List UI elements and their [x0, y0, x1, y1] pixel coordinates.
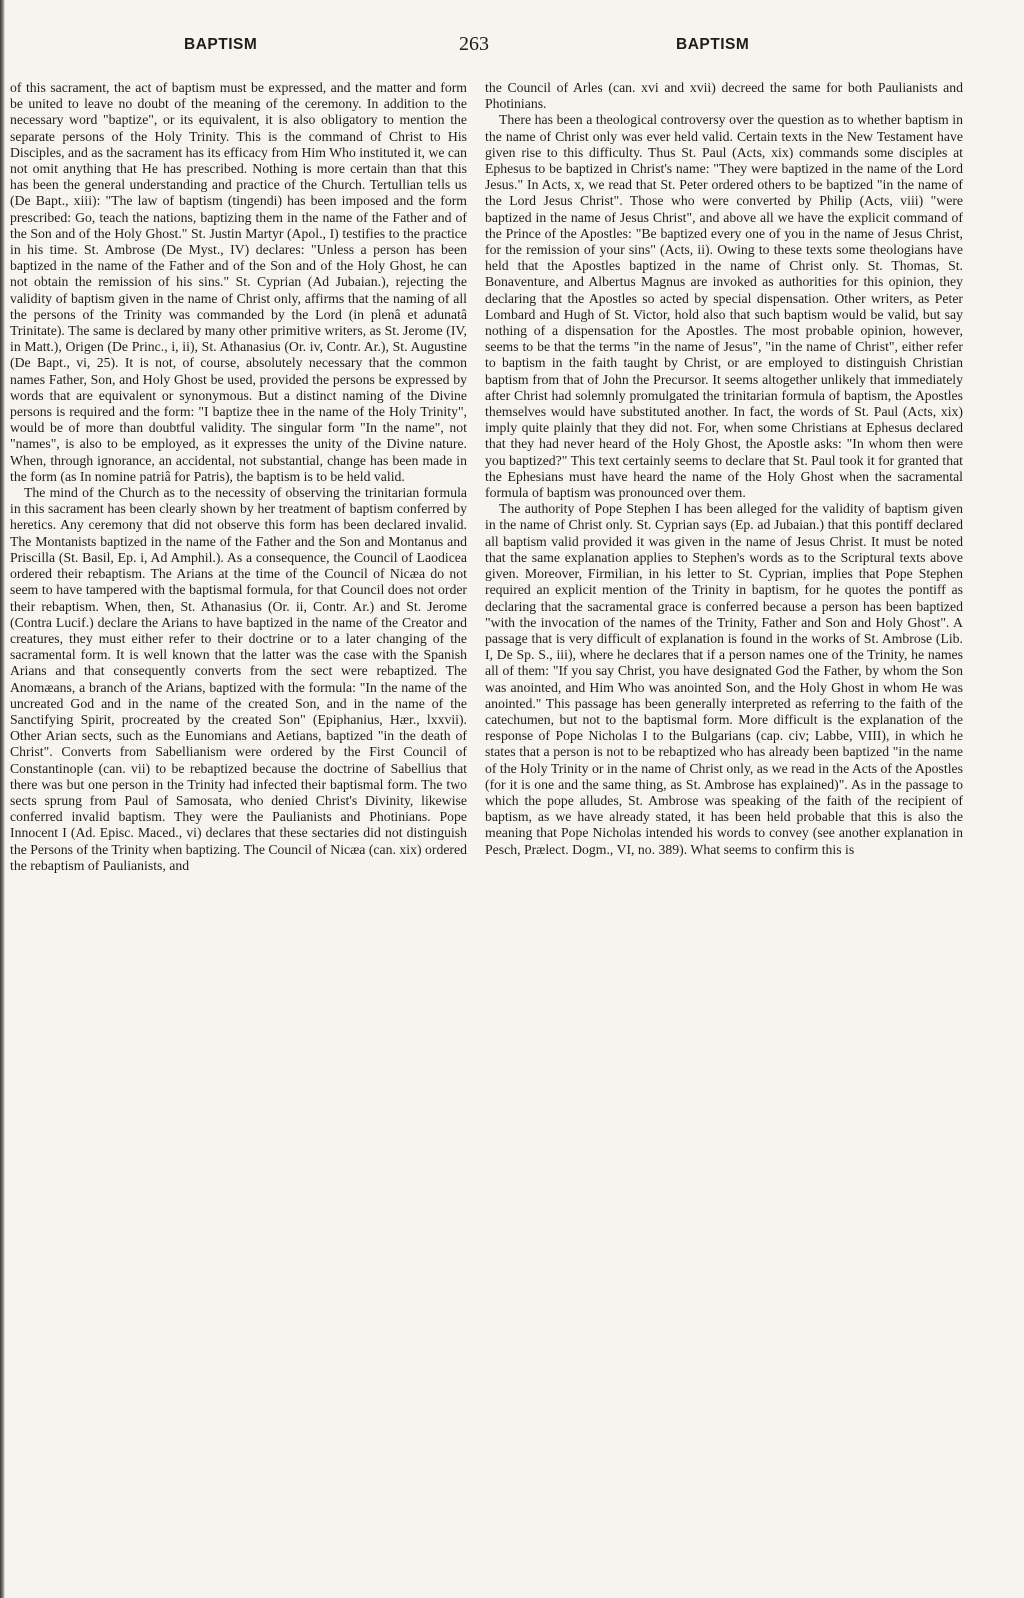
left-paragraph-2: The mind of the Church as to the necessity of observing the trinitarian formula in this sacrament has been clearly shown by her treatment of baptism conferred by heretics. Any ceremony that did not observe this form has been declared invalid. The Montanists baptized in the name of the Father and the Son and Montanus and Priscilla (St. Basil, Ep. i, Ad Amphil.). As a consequence, the Council of Laodicea ordered their rebaptism. The Arians at the time of the Council of Nicæa do not seem to have tampered with the baptismal formula, for that Council does not order their rebaptism. When, then, St. Athanasius (Or. ii, Contr. Ar.) and St. Jerome (Contra Lucif.) declare the Arians to have baptized in the name of the Creator and creatures, they must either refer to their doctrine or to a later changing of the sacramental form. It is well known that the latter was the case with the Spanish Arians and that consequently converts from the sect were rebaptized. The Anomæans, a branch of the Arians, baptized with the formula: "In the name of the uncreated God and in the name of the created Son, and in the name of the Sanctifying Spirit, procreated by the created Son" (Epiphanius, Hær., lxxvii). Other Arian sects, such as the Eunomians and Aetians, baptized "in the death of Christ". Converts from Sabellianism were ordered by the First Council of Constantinople (can. vii) to be rebaptized because the doctrine of Sabellius that there was but one person in the Trinity had infected their baptismal form. The two sects sprung from Paul of Samosata, who denied Christ's Divinity, likewise conferred invalid baptism. They were the Paulianists and Photinians. Pope Innocent I (Ad. Episc. Maced., vi) declares that these sectaries did not distinguish the Persons of the Trinity when baptizing. The Council of Nicæa (can. xix) ordered the rebaptism of Paulianists, and [10, 485, 467, 873]
right-paragraph-2: There has been a theological controversy over the question as to whether baptism in the name of Christ only was ever held valid. Certain texts in the New Testament have given rise to this difficulty. Thus St. Paul (Acts, xix) commands some disciples at Ephesus to be baptized in Christ's name: "They were baptized in the name of the Lord Jesus." In Acts, x, we read that St. Peter ordered others to be baptized "in the name of the Lord Jesus Christ". Those who were converted by Philip (Acts, viii) "were baptized in the name of Jesus Christ", and above all we have the explicit command of the Prince of the Apostles: "Be baptized every one of you in the name of Jesus Christ, for the remission of your sins" (Acts, ii). Owing to these texts some theologians have held that the Apostles baptized in the name of Christ only. St. Thomas, St. Bonaventure, and Albertus Magnus are invoked as authorities for this opinion, they declaring that the Apostles so acted by special dispensation. Other writers, as Peter Lombard and Hugh of St. Victor, hold also that such baptism would be valid, but say nothing of a dispensation for the Apostles. The most probable opinion, however, seems to be that the terms "in the name of Jesus", "in the name of Christ", either refer to baptism in the faith taught by Christ, or are employed to distinguish Christian baptism from that of John the Precursor. It seems altogether unlikely that immediately after Christ had solemnly promulgated the trinitarian formula of baptism, the Apostles themselves would have substituted another. In fact, the words of St. Paul (Acts, xix) imply quite plainly that they did not. For, when some Christians at Ephesus declared that they had never heard of the Holy Ghost, the Apostle asks: "In whom then were you baptized?" This text certainly seems to declare that St. Paul took it for granted that the Ephesians must have heard the name of the Holy Ghost when the sacramental formula of baptism was pronounced over them. [485, 112, 963, 501]
running-title-right: BAPTISM [676, 36, 750, 53]
page-number: 263 [459, 33, 489, 55]
right-column [485, 80, 963, 858]
right-paragraph-3: The authority of Pope Stephen I has been alleged for the validity of baptism given in the name of Christ only. St. Cyprian says (Ep. ad Jubaian.) that this pontiff declared all baptism valid provided it was given in the name of Jesus Christ. It must be noted that the same explanation applies to Stephen's words as to the Scriptural texts above given. Moreover, Firmilian, in his letter to St. Cyprian, implies that Pope Stephen required an explicit mention of the Trinity in baptism, for he quotes the pontiff as declaring that the sacramental grace is conferred because a person has been baptized "with the invocation of the names of the Trinity, Father and Son and Holy Ghost". A passage that is very difficult of explanation is found in the works of St. Ambrose (Lib. I, De Sp. S., iii), where he declares that if a person names one of the Trinity, he names all of them: "If you say Christ, you have designated God the Father, by whom the Son was anointed, and Him Who was anointed Son, and the Holy Ghost in whom He was anointed." This passage has been generally interpreted as referring to the faith of the catechumen, but not to the baptismal form. More difficult is the explanation of the response of Pope Nicholas I to the Bulgarians (cap. civ; Labbe, VIII), in which he states that a person is not to be rebaptized who has already been baptized "in the name of the Holy Trinity or in the name of Christ only, as we read in the Acts of the Apostles (for it is one and the same thing, as St. Ambrose has explained)". As in the passage to which the pope alludes, St. Ambrose was speaking of the faith of the recipient of baptism, as we have already stated, it has been held probable that this is also the meaning that Pope Nicholas intended his words to convey (see another explanation in Pesch, Prælect. Dogm., VI, no. 389). What seems to confirm this is [485, 501, 964, 857]
right-paragraph-1: the Council of Arles (can. xvi and xvii) decreed the same for both Paulianists and Photinians. [485, 80, 963, 112]
page-edge-shadow [0, 0, 5, 1598]
left-paragraph-1: of this sacrament, the act of baptism must be expressed, and the matter and form be united to leave no doubt of the meaning of the ceremony. In addition to the necessary word "baptize", or its equivalent, it is also obligatory to mention the separate persons of the Holy Trinity. This is the command of Christ to His Disciples, and as the sacrament has its efficacy from Him Who instituted it, we can not omit anything that He has prescribed. Nothing is more certain than that this has been the general understanding and practice of the Church. Tertullian tells us (De Bapt., xiii): "The law of baptism (tingendi) has been imposed and the form prescribed: Go, teach the nations, baptizing them in the name of the Father and of the Son and of the Holy Ghost." St. Justin Martyr (Apol., I) testifies to the practice in his time. St. Ambrose (De Myst., IV) declares: "Unless a person has been baptized in the name of the Father and of the Son and of the Holy Ghost, he can not obtain the remission of his sins." St. Cyprian (Ad Jubaian.), rejecting the validity of baptism given in the name of Christ only, affirms that the naming of all the persons of the Trinity was commanded by the Lord (in plenâ et adunatâ Trinitate). The same is declared by many other primitive writers, as St. Jerome (IV, in Matt.), Origen (De Princ., i, ii), St. Athanasius (Or. iv, Contr. Ar.), St. Augustine (De Bapt., vi, 25). It is not, of course, absolutely necessary that the common names Father, Son, and Holy Ghost be used, provided the persons be expressed by words that are equivalent or synonymous. But a distinct naming of the Divine persons is required and the form: "I baptize thee in the name of the Holy Trinity", would be of more than doubtful validity. The singular form "In the name", not "names", is also to be employed, as it expresses the unity of the Divine nature. When, through ignorance, an accidental, not substantial, change has been made in the form (as In nomine patriâ for Patris), the baptism is to be held valid. [10, 80, 467, 484]
left-column [10, 80, 467, 874]
running-header [0, 33, 1024, 66]
running-title-left: BAPTISM [184, 36, 258, 53]
